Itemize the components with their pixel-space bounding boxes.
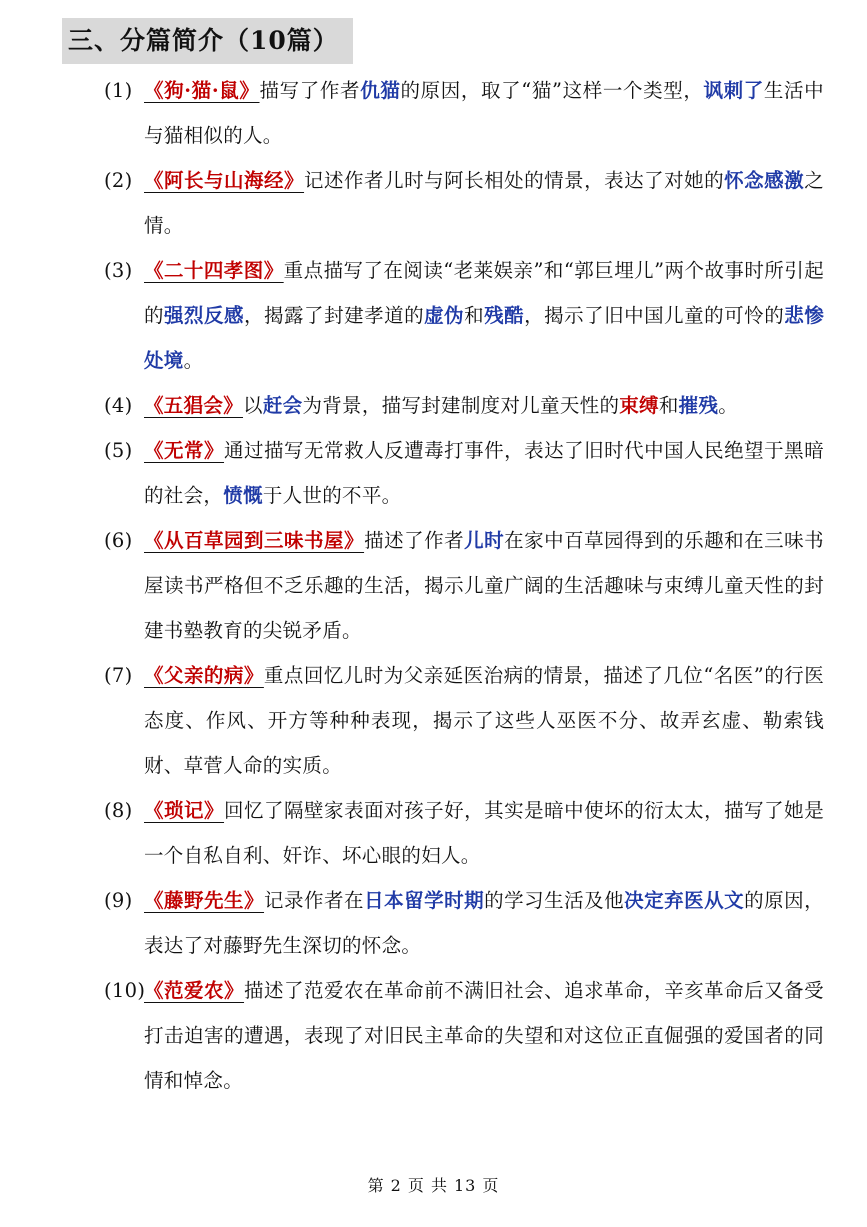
essay-title: 《藤野先生》 <box>144 889 265 912</box>
entry-body <box>144 248 824 383</box>
essay-title: 《二十四孝图》 <box>144 259 284 282</box>
essay-title: 《狗·猫·鼠》 <box>144 79 260 102</box>
entry-number: (5) <box>104 439 133 462</box>
entry-text: 的学习生活及他 <box>484 889 625 912</box>
entry-item <box>104 653 824 788</box>
entry-text: 和 <box>658 394 679 417</box>
entry-item <box>104 68 824 158</box>
essay-title: 《无常》 <box>144 439 225 462</box>
entry-text: 之情。 <box>144 169 824 237</box>
entry-number: (2) <box>104 169 133 192</box>
entry-text: 重点描写了在阅读“老莱娱亲”和“郭巨埋儿”两个故事时所引起的 <box>144 259 824 327</box>
entry-list <box>104 68 824 1103</box>
footer-page-number: 2 <box>390 1176 402 1195</box>
entry-number: (3) <box>104 259 133 282</box>
entry-body <box>144 428 824 518</box>
entry-text: 的原因，取了“猫”这样一个类型， <box>400 79 704 102</box>
essay-title: 《从百草园到三味书屋》 <box>144 529 365 552</box>
entry-number: (8) <box>104 799 133 822</box>
entry-item <box>104 158 824 248</box>
page-footer <box>0 1173 867 1196</box>
entry-item <box>104 788 824 878</box>
essay-title: 《阿长与山海经》 <box>144 169 305 192</box>
entry-number: (10) <box>104 979 146 1002</box>
entry-text: 。 <box>718 394 739 417</box>
footer-suffix: 页 <box>482 1176 500 1195</box>
essay-title: 《父亲的病》 <box>144 664 264 687</box>
keyword-highlight: 虚伪 <box>424 304 465 327</box>
essay-title: 《范爱农》 <box>144 979 245 1002</box>
entry-text: ，揭示了旧中国儿童的可怜的 <box>524 304 785 327</box>
footer-mid: 页 共 <box>407 1176 448 1195</box>
entry-text: 记述作者儿时与阿长相处的情景，表达了对她的 <box>304 169 725 192</box>
entry-body <box>144 878 824 968</box>
entry-text: 的原因，表达了对藤野先生深切的怀念。 <box>144 889 824 957</box>
keyword-highlight: 残酷 <box>484 304 525 327</box>
footer-total-pages: 13 <box>453 1176 477 1195</box>
entry-body <box>144 653 824 788</box>
entry-body <box>144 68 824 158</box>
entry-text: 通过描写无常救人反遭毒打事件，表达了旧时代中国人民绝望于黑暗的社会， <box>144 439 824 507</box>
entry-item <box>104 878 824 968</box>
keyword-highlight: 怀念感激 <box>724 169 805 192</box>
entry-item <box>104 968 824 1103</box>
entry-number: (1) <box>104 79 133 102</box>
entry-item <box>104 518 824 653</box>
entry-text: 回忆了隔壁家表面对孩子好，其实是暗中使坏的衍太太，描写了她是一个自私自利、奸诈、坏心眼的妇人。 <box>144 799 824 867</box>
entry-text: 和 <box>464 304 485 327</box>
entry-body <box>144 968 824 1103</box>
keyword-highlight: 悲惨处境 <box>144 304 825 372</box>
keyword-highlight: 日本留学时期 <box>364 889 485 912</box>
entry-number: (9) <box>104 889 133 912</box>
entry-text: 生活中与猫相似的人。 <box>144 79 824 147</box>
entry-text: ，揭露了封建孝道的 <box>244 304 425 327</box>
essay-title: 《五猖会》 <box>144 394 244 417</box>
keyword-highlight: 摧残 <box>678 394 719 417</box>
entry-text: 描述了范爱农在革命前不满旧社会、追求革命，辛亥革命后又备受打击迫害的遭遇，表现了对旧民主革命的失望和对这位正直倔强的爱国者的同情和悼念。 <box>144 979 824 1092</box>
entry-text: 为背景，描写封建制度对儿童天性的 <box>302 394 620 417</box>
keyword-highlight-red: 束缚 <box>619 394 659 417</box>
entry-text: 记录作者在 <box>264 889 365 912</box>
entry-number: (4) <box>104 394 133 417</box>
keyword-highlight: 决定弃医从文 <box>624 889 745 912</box>
entry-body <box>144 518 824 653</box>
essay-title: 《琐记》 <box>144 799 225 822</box>
entry-text: 描写了作者 <box>259 79 361 102</box>
entry-text: 重点回忆儿时为父亲延医治病的情景，描述了几位“名医”的行医态度、作风、开方等种种表现，揭示了这些人巫医不分、故弄玄虚、勒索钱财、草菅人命的实质。 <box>144 664 824 777</box>
entry-number: (7) <box>104 664 133 687</box>
entry-item <box>104 248 824 383</box>
keyword-highlight: 儿时 <box>464 529 505 552</box>
keyword-highlight: 讽刺了 <box>703 79 764 102</box>
entry-text: 在家中百草园得到的乐趣和在三味书屋读书严格但不乏乐趣的生活，揭示儿童广阔的生活趣味与束缚儿童天性的封建书塾教育的尖锐矛盾。 <box>144 529 824 642</box>
entry-body <box>144 788 824 878</box>
entry-body <box>144 383 824 428</box>
footer-prefix: 第 <box>367 1176 385 1195</box>
entry-text: 描述了作者 <box>364 529 465 552</box>
entry-item <box>104 383 824 428</box>
keyword-highlight: 赶会 <box>262 394 303 417</box>
entry-text: 。 <box>183 349 204 372</box>
entry-text: 于人世的不平。 <box>262 484 402 507</box>
entry-number: (6) <box>104 529 133 552</box>
keyword-highlight: 仇猫 <box>360 79 401 102</box>
entry-body <box>144 158 824 248</box>
keyword-highlight: 愤慨 <box>223 484 263 507</box>
keyword-highlight: 强烈反感 <box>164 304 245 327</box>
entry-item <box>104 428 824 518</box>
entry-text: 以 <box>243 394 263 417</box>
section-heading: 三、分篇简介（10篇） <box>62 18 353 64</box>
